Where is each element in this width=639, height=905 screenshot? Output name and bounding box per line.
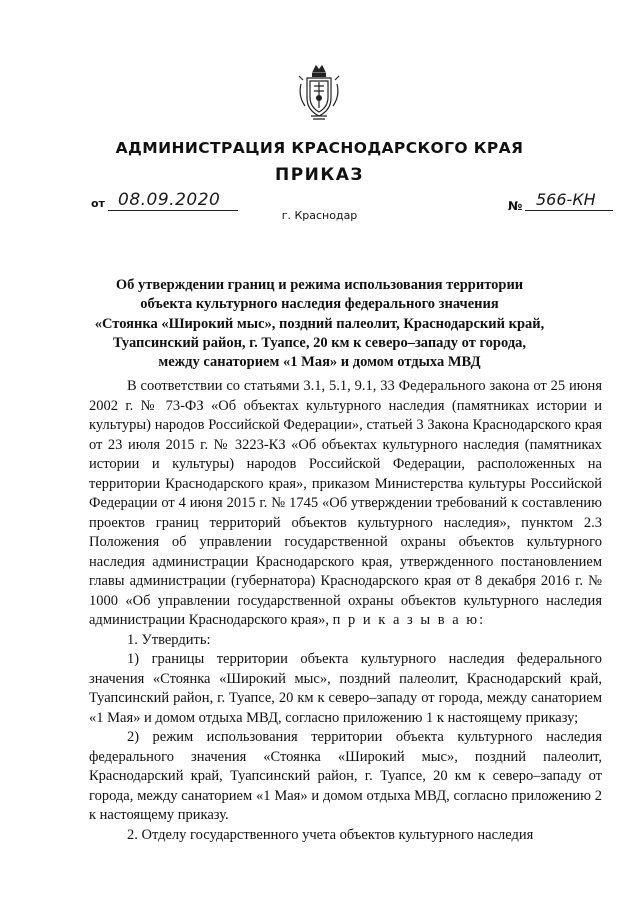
city: г. Краснодар <box>281 209 358 222</box>
subject-line: между санаторием «1 Мая» и домом отдыха МВД <box>158 354 481 371</box>
subject-line: Туапсинский район, г. Туапсе, 20 км к северо–западу от города, <box>112 334 527 351</box>
date-prefix: от <box>91 197 105 210</box>
item-2: 2. Отделу государственного учета объектов культурного наследия <box>127 826 534 843</box>
preamble-paragraph <box>89 377 602 631</box>
document-body <box>89 377 602 845</box>
handwritten-number: 566-КН <box>536 190 596 209</box>
handwritten-date: 08.09.2020 <box>118 190 221 210</box>
preamble-text: В соответствии со статьями 3.1, 5.1, 9.1, 33 Федерального закона от 25 июня 2002 г. № 73-ФЗ «Об объектах культурного наследия (памятниках истории и культуры) народов Российской Федерации», статьей 3 Закона Краснодарского края от 23 июля 2015 г. № 3223-КЗ «Об объектах культурного наследия (памятниках истории и культуры) народов Российской Федерации, расположенных на территории Краснодарского края», приказом Министерства культуры Российской Федерации от 4 июня 2015 г. № 1745 «Об утверждении требований к составлению проектов границ территорий объектов культурного наследия», пунктом 2.3 Положения об управлении государственной охраны объектов культурного наследия администрации Краснодарского края, утвержденного постановлением главы администрации (губернатора) Краснодарского края от 8 декабря 2016 г. № 1000 «Об управлении государственной охраны объектов культурного наследия администрации Краснодарского края», <box>89 378 602 628</box>
item-1: 1. Утвердить: <box>127 631 211 648</box>
item-1-2: 2) режим использования территории объекта культурного наследия федерального значения «Стоянка «Широкий мыс», поздний палеолит, Краснодарский край, Туапсинский район, г. Туапсе, 20 км к северо–западу от города, между санаторием «1 Мая» и домом отдыха МВД, согласно приложению 2 к настоящему приказу. <box>89 729 602 823</box>
number-label: № <box>508 199 523 213</box>
order-word: п р и к а з ы в а ю: <box>332 612 486 628</box>
organization-title: АДМИНИСТРАЦИЯ КРАСНОДАРСКОГО КРАЯ <box>115 139 524 157</box>
document-subject <box>60 276 579 372</box>
subject-line: Об утверждении границ и режима использования территории <box>115 277 524 293</box>
subject-line: «Стоянка «Широкий мыс», поздний палеолит, Краснодарский край, <box>94 315 545 332</box>
document-type: ПРИКАЗ <box>274 165 365 185</box>
item-1-1: 1) границы территории объекта культурного наследия федерального значения «Стоянка «Широкий мыс», поздний палеолит, Краснодарский край, Туапсинский район, г. Туапсе, 20 км к северо–западу от города, между санаторием «1 Мая» и домом отдыха МВД, согласно приложению 1 к настоящему приказу; <box>89 651 602 726</box>
coat-of-arms-icon <box>297 62 341 120</box>
subject-line: объекта культурного наследия федерального значения <box>140 296 499 313</box>
